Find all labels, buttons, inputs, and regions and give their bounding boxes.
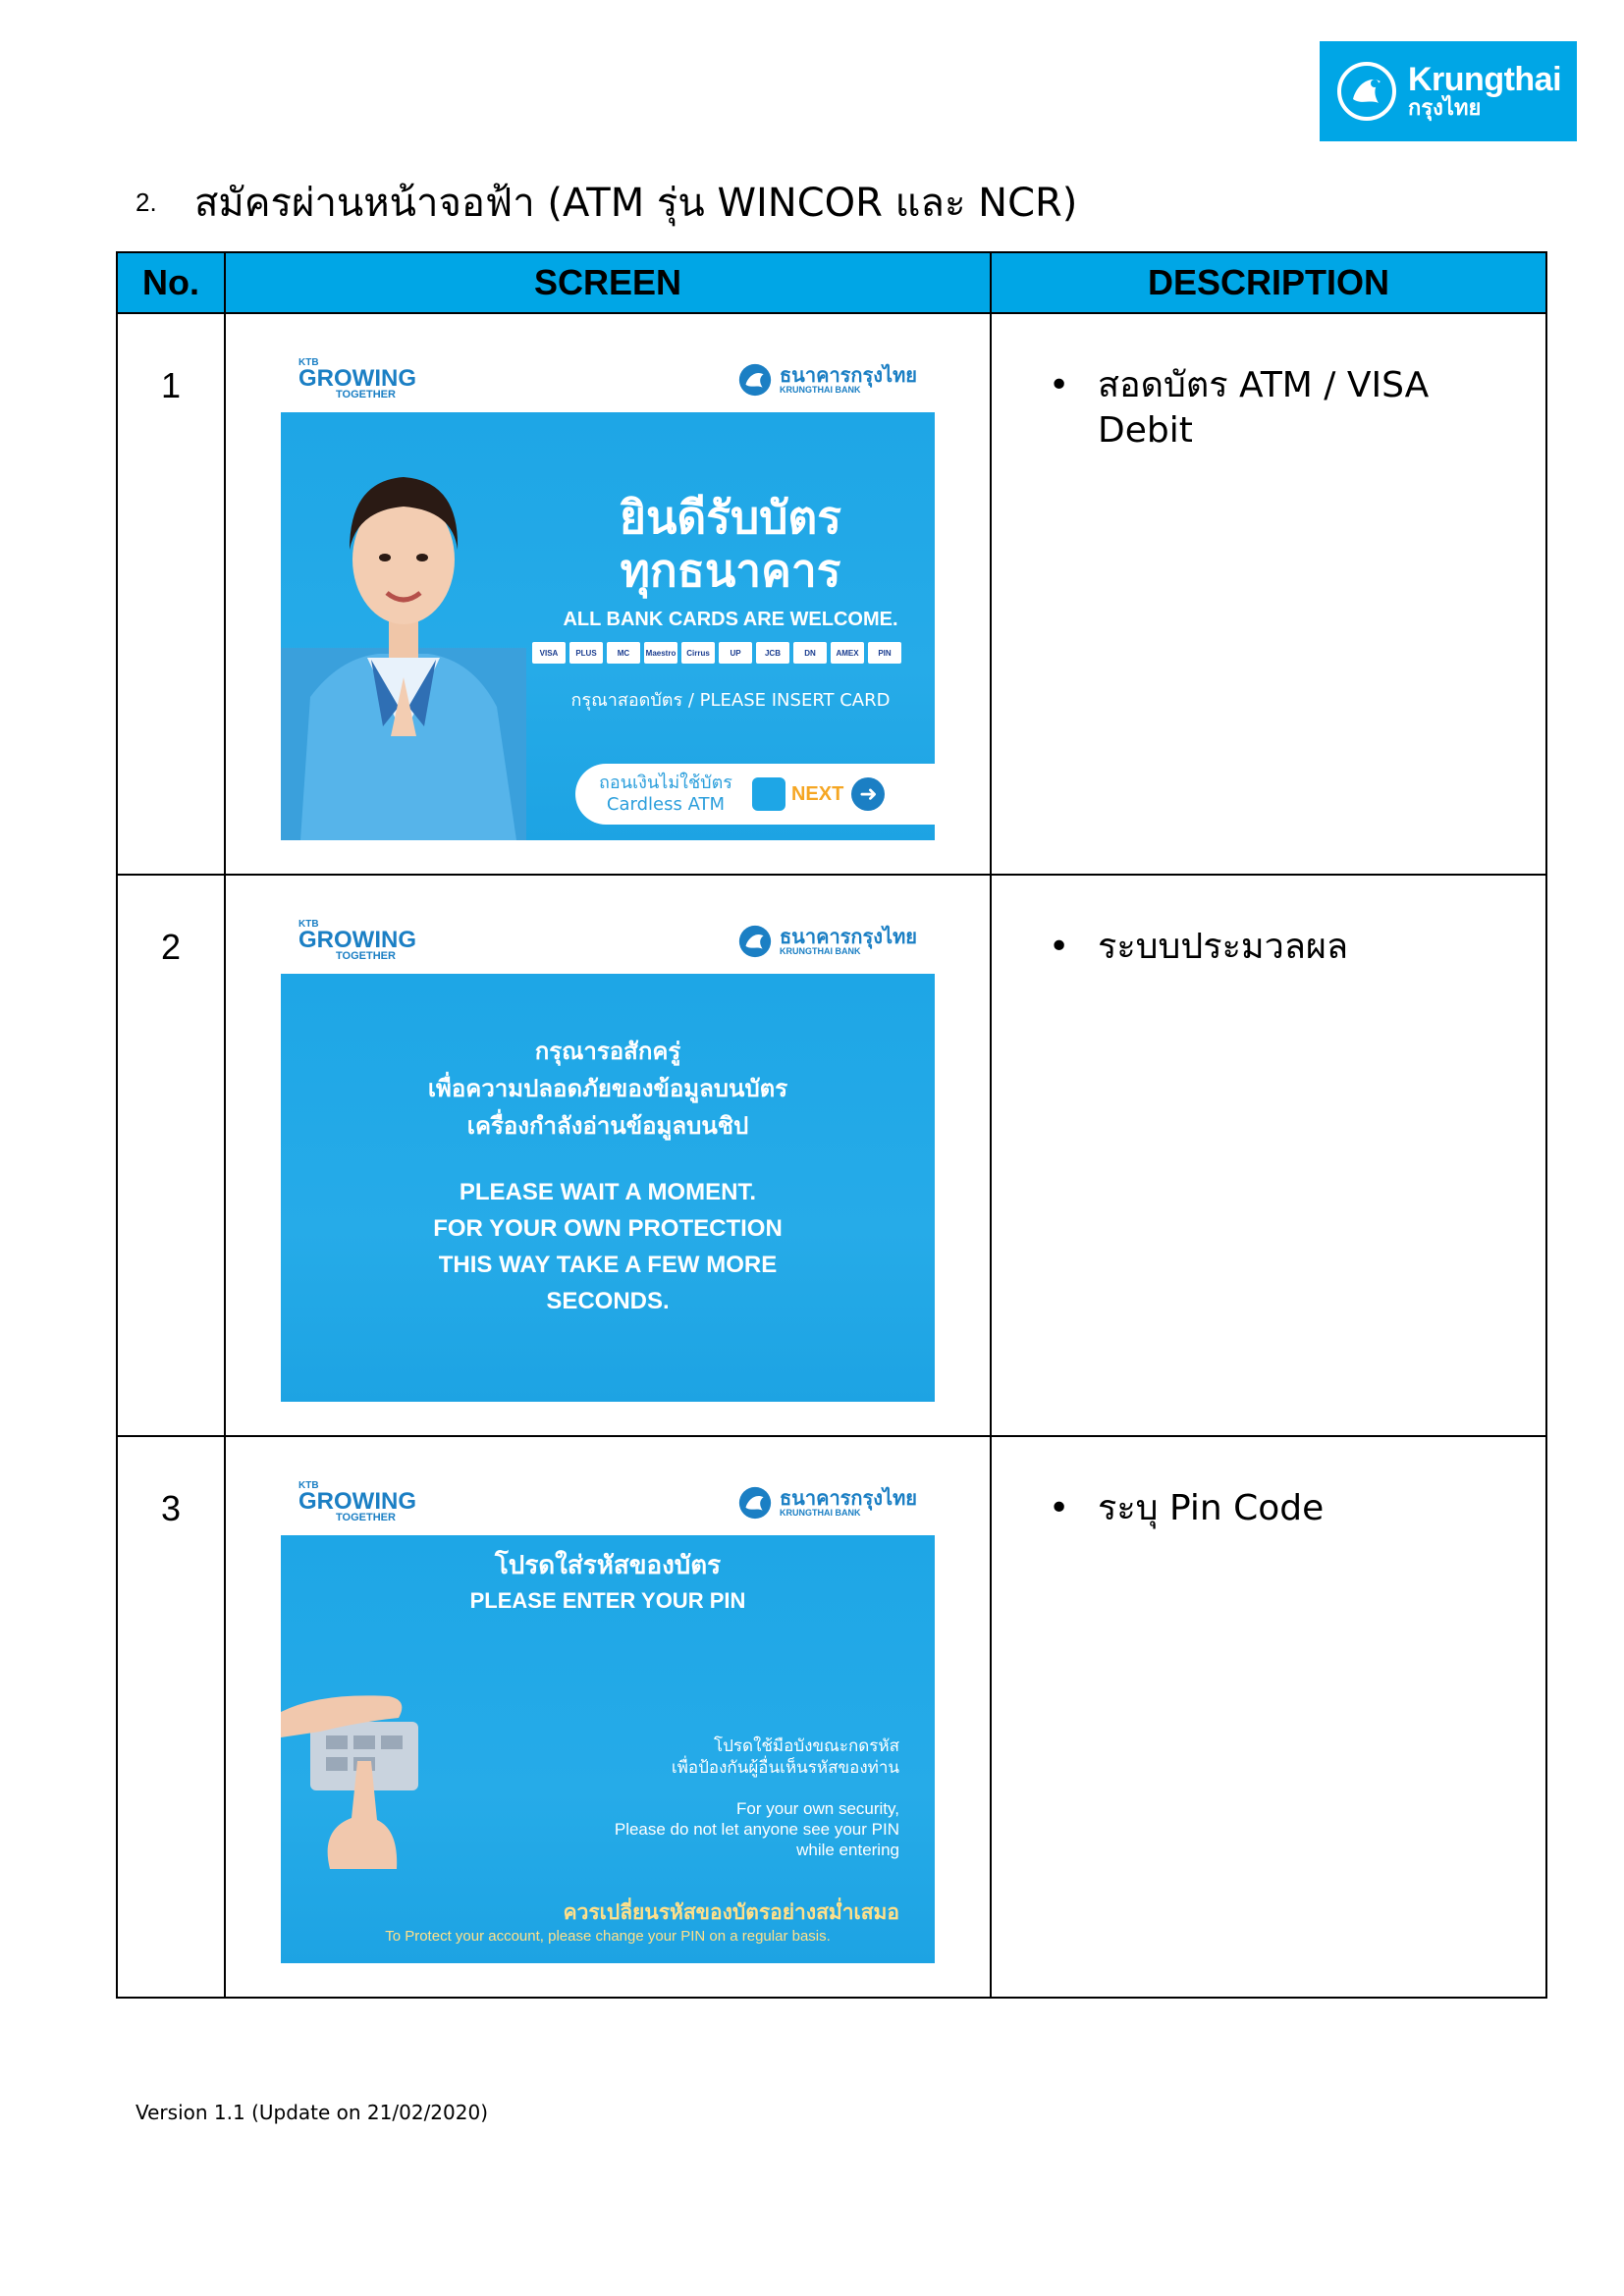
card-logo: DN bbox=[793, 642, 827, 664]
atm-header bbox=[281, 911, 935, 974]
growing-together-logo bbox=[298, 357, 416, 400]
screen-cell bbox=[225, 1436, 991, 1998]
card-logo: AMEX bbox=[831, 642, 864, 664]
arrow-right-icon: ➜ bbox=[851, 777, 885, 811]
description-cell bbox=[991, 875, 1546, 1436]
processing-th-line: เครื่องกำลังอ่านข้อมูลบนชิป bbox=[466, 1112, 749, 1140]
change-pin-advice-en: To Protect your account, please change your PIN on a regular basis. bbox=[385, 1928, 831, 1945]
bullet-icon: • bbox=[1049, 1488, 1070, 1528]
row-number-cell bbox=[117, 1436, 225, 1998]
section-heading: สมัครผ่านหน้าจอฟ้า (ATM รุ่น WINCOR และ NCR) bbox=[194, 181, 1078, 226]
hand-covering-keypad-image bbox=[281, 1682, 458, 1869]
growing-label: GROWING bbox=[298, 1488, 416, 1515]
card-logo: Cirrus bbox=[681, 642, 715, 664]
card-logo: PLUS bbox=[569, 642, 603, 664]
krungthai-emblem-icon bbox=[1335, 60, 1398, 123]
description-cell bbox=[991, 1436, 1546, 1998]
security-note-line: โปรดใช้มือบังขณะกดรหัส bbox=[713, 1736, 899, 1756]
description-text: ระบบประมวลผล bbox=[1098, 927, 1349, 967]
version-footer: Version 1.1 (Update on 21/02/2020) bbox=[135, 2101, 489, 2124]
table-row bbox=[117, 875, 1546, 1436]
growing-together-logo bbox=[298, 919, 416, 961]
growing-together-logo bbox=[298, 1480, 416, 1522]
section-title bbox=[135, 173, 1077, 232]
cardless-label-th: ถอนเงินไม่ใช้บัตร bbox=[599, 773, 732, 793]
together-label: TOGETHER bbox=[336, 1512, 396, 1523]
staff-woman-image bbox=[281, 412, 526, 840]
ktb-label: KTB bbox=[298, 357, 319, 368]
bank-logo bbox=[736, 361, 917, 399]
bank-name-en: KRUNGTHAI BANK bbox=[779, 945, 861, 956]
header-screen: SCREEN bbox=[225, 252, 991, 313]
table-row bbox=[117, 313, 1546, 875]
atm-body bbox=[281, 412, 935, 840]
screen-cell bbox=[225, 313, 991, 875]
description-bullet bbox=[1049, 363, 1545, 454]
card-logo: JCB bbox=[756, 642, 789, 664]
enter-pin-title-en: PLEASE ENTER YOUR PIN bbox=[469, 1588, 746, 1613]
atm-screen-processing bbox=[281, 911, 935, 1402]
card-network-logos bbox=[532, 642, 901, 664]
security-note-line: Please do not let anyone see your PIN bbox=[614, 1820, 899, 1839]
bank-name-th: ธนาคารกรุงไทย bbox=[779, 924, 917, 948]
processing-text-en bbox=[281, 1174, 935, 1319]
header-no: No. bbox=[117, 252, 225, 313]
security-note-line: For your own security, bbox=[736, 1799, 899, 1818]
table-row bbox=[117, 1436, 1546, 1998]
description-text: ระบุ Pin Code bbox=[1098, 1488, 1325, 1528]
welcome-text-en: ALL BANK CARDS ARE WELCOME. bbox=[563, 609, 898, 630]
bank-name-th: ธนาคารกรุงไทย bbox=[779, 362, 917, 387]
growing-label: GROWING bbox=[298, 927, 416, 953]
insert-card-text: กรุณาสอดบัตร / PLEASE INSERT CARD bbox=[570, 690, 891, 711]
growing-label: GROWING bbox=[298, 365, 416, 392]
bank-emblem-icon bbox=[736, 1484, 774, 1522]
card-logo: PIN bbox=[868, 642, 901, 664]
krungthai-logo bbox=[1320, 41, 1577, 141]
bank-name-en: KRUNGTHAI BANK bbox=[779, 384, 861, 395]
together-label: TOGETHER bbox=[336, 389, 396, 400]
atm-body bbox=[281, 974, 935, 1402]
card-logo: MC bbox=[607, 642, 640, 664]
enter-pin-title-th: โปรดใส่รหัสของบัตร bbox=[494, 1551, 722, 1580]
security-note-line: while entering bbox=[796, 1841, 899, 1859]
row-number: 2 bbox=[160, 927, 182, 967]
processing-en-line: FOR YOUR OWN PROTECTION bbox=[433, 1215, 783, 1242]
atm-screen-insert-card bbox=[281, 349, 935, 840]
krungthai-next-icon bbox=[752, 777, 785, 811]
processing-th-line: กรุณารอสักครู่ bbox=[534, 1038, 681, 1065]
card-logo: Maestro bbox=[644, 642, 677, 664]
security-note-en bbox=[487, 1798, 899, 1860]
atm-header bbox=[281, 1472, 935, 1535]
welcome-line-2: ทุกธนาคาร bbox=[620, 544, 841, 597]
krungthai-next-badge bbox=[752, 777, 885, 811]
atm-screen-enter-pin bbox=[281, 1472, 935, 1963]
row-number: 3 bbox=[160, 1488, 182, 1528]
atm-body bbox=[281, 1535, 935, 1963]
processing-text-th bbox=[281, 1033, 935, 1145]
description-text: สอดบัตร ATM / VISA Debit bbox=[1098, 365, 1430, 451]
change-pin-advice-th: ควรเปลี่ยนรหัสของบัตรอย่างสม่ำเสมอ bbox=[563, 1900, 899, 1924]
cardless-atm-button bbox=[575, 764, 935, 825]
bank-emblem-icon bbox=[736, 923, 774, 960]
ktb-label: KTB bbox=[298, 919, 319, 930]
together-label: TOGETHER bbox=[336, 950, 396, 962]
next-label: NEXT bbox=[790, 782, 844, 805]
logo-name-en: Krungthai bbox=[1408, 60, 1562, 98]
welcome-line-1: ยินดีรับบัตร bbox=[620, 491, 841, 544]
steps-table bbox=[116, 251, 1547, 1999]
logo-name-th: กรุงไทย bbox=[1408, 96, 1482, 122]
processing-en-line: PLEASE WAIT A MOMENT. bbox=[459, 1179, 757, 1205]
bank-logo bbox=[736, 923, 917, 960]
atm-header bbox=[281, 349, 935, 412]
security-note-line: เพื่อป้องกันผู้อื่นเห็นรหัสของท่าน bbox=[671, 1758, 899, 1778]
bank-emblem-icon bbox=[736, 361, 774, 399]
row-number: 1 bbox=[160, 365, 182, 405]
processing-th-line: เพื่อความปลอดภัยของข้อมูลบนบัตร bbox=[427, 1075, 788, 1102]
ktb-label: KTB bbox=[298, 1480, 319, 1491]
table-header-row bbox=[117, 252, 1546, 313]
description-bullet bbox=[1049, 925, 1545, 970]
bank-name-en: KRUNGTHAI BANK bbox=[779, 1507, 861, 1518]
security-note-th bbox=[487, 1735, 899, 1779]
section-number: 2. bbox=[135, 187, 157, 217]
row-number-cell bbox=[117, 875, 225, 1436]
processing-en-line: THIS WAY TAKE A FEW MORE bbox=[438, 1252, 778, 1278]
cardless-label-en: Cardless ATM bbox=[606, 794, 726, 815]
header-description: DESCRIPTION bbox=[991, 252, 1546, 313]
processing-en-line: SECONDS. bbox=[546, 1288, 670, 1314]
description-bullet bbox=[1049, 1486, 1545, 1531]
bank-logo bbox=[736, 1484, 917, 1522]
card-logo: UP bbox=[719, 642, 752, 664]
card-logo: VISA bbox=[532, 642, 566, 664]
row-number-cell bbox=[117, 313, 225, 875]
bullet-icon: • bbox=[1049, 365, 1070, 405]
welcome-text-th bbox=[526, 491, 935, 597]
description-cell bbox=[991, 313, 1546, 875]
bank-name-th: ธนาคารกรุงไทย bbox=[779, 1485, 917, 1510]
screen-cell bbox=[225, 875, 991, 1436]
bullet-icon: • bbox=[1049, 927, 1070, 967]
